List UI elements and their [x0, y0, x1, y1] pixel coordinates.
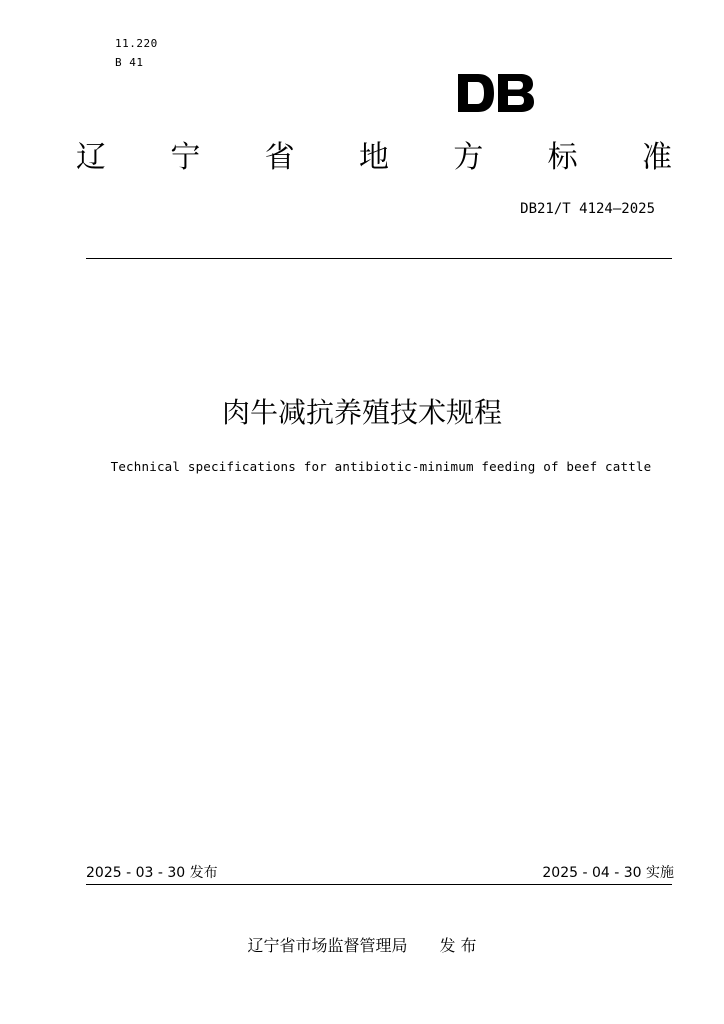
ics-code: 11.220 — [115, 37, 158, 50]
publisher-name: 辽宁省市场监督管理局 — [247, 936, 408, 955]
standard-type-title — [76, 138, 672, 178]
db-logo — [456, 72, 536, 114]
title-char-3: 省 — [264, 140, 295, 175]
publish-action: 发 布 — [439, 936, 477, 955]
title-char-6: 标 — [547, 140, 578, 175]
issue-date: 2025 - 03 - 30 发布 — [86, 865, 218, 881]
title-char-5: 方 — [453, 140, 484, 175]
title-char-2: 宁 — [170, 140, 201, 175]
standard-number: DB21/T 4124—2025 — [520, 201, 655, 217]
ccs-code: B 41 — [115, 56, 144, 69]
top-divider — [86, 258, 672, 259]
publisher-line — [0, 936, 724, 956]
document-title-en: Technical specifications for antibiotic-minimum feeding of beef cattle — [110, 459, 652, 474]
title-char-1: 辽 — [76, 140, 106, 175]
title-char-7: 准 — [641, 140, 672, 175]
bottom-divider — [86, 884, 672, 885]
implementation-date: 2025 - 04 - 30 实施 — [542, 865, 674, 881]
document-title-cn: 肉牛减抗养殖技术规程 — [221, 396, 502, 429]
title-char-4: 地 — [358, 140, 389, 175]
